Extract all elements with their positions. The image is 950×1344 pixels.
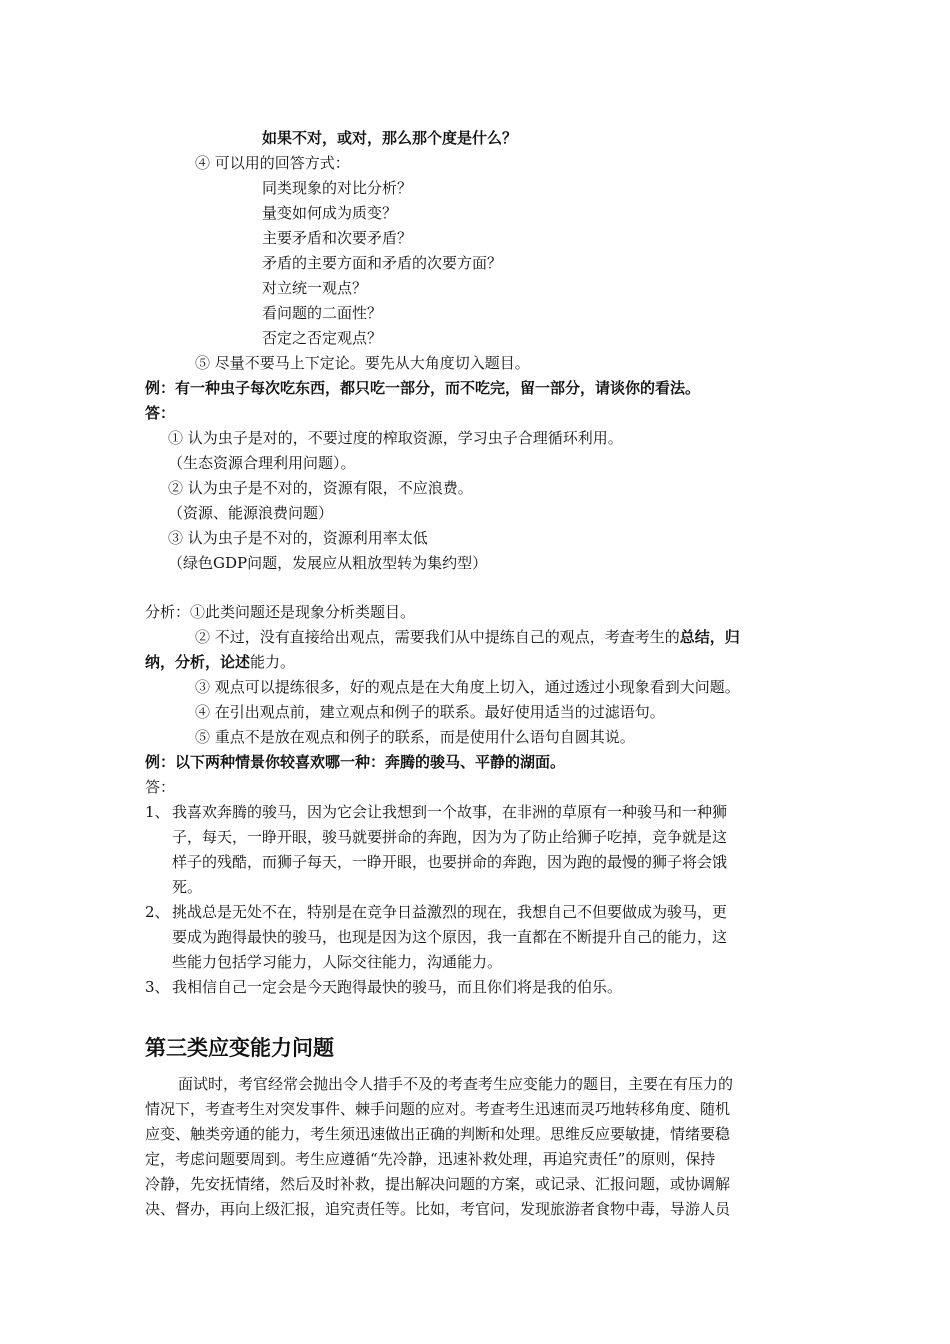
example-2-question: 例：以下两种情景你较喜欢哪一种：奔腾的骏马、平静的湖面。 (145, 753, 566, 771)
item-4-label: ④ 可以用的回答方式： (195, 154, 350, 172)
item-4-subitem: 否定之否定观点？ (262, 329, 383, 347)
item-4-subitem: 看问题的二面性？ (262, 304, 383, 322)
analysis-line-2-bold: 总结，归 (679, 628, 740, 646)
example-1-answer-line: ① 认为虫子是对的，不要过度的榨取资源，学习虫子合理循环利用。 (168, 429, 623, 447)
section-3-paragraph-line: 面试时，考官经常会抛出令人措手不及的考查考生应变能力的题目，主要在有压力的 (178, 1075, 734, 1093)
example-1-answer-line: ③ 认为虫子是不对的，资源利用率太低 (168, 529, 428, 547)
example-2-item-line: 些能力包括学习能力，人际交往能力，沟通能力。 (172, 953, 503, 971)
example-2-item-line: 挑战总是无处不在，特别是在竞争日益激烈的现在，我想自己不但要做成为骏马，更 (172, 903, 728, 921)
analysis-line-3 (145, 650, 295, 674)
example-2-item-line: 样子的残酷，而狮子每天，一睁开眼，也要拼命的奔跑，因为跑的最慢的狮子将会饿 (172, 853, 728, 871)
analysis-line-4: ③ 观点可以提练很多，好的观点是在大角度上切入，通过透过小现象看到大问题。 (195, 678, 740, 696)
section-3-heading: 第三类应变能力问题 (145, 1035, 334, 1060)
example-1-answer-line: （绿色GDP问题，发展应从粗放型转为集约型） (168, 554, 488, 572)
example-1-question: 例：有一种虫子每次吃东西，都只吃一部分，而不吃完，留一部分，请谈你的看法。 (145, 379, 701, 397)
section-3-paragraph-line: 定，考虑问题要周到。考生应遵循“先冷静，迅速补救处理，再追究责任”的原则，保持 (145, 1150, 716, 1168)
analysis-line-5: ④ 在引出观点前，建立观点和例子的联系。最好使用适当的过滤语句。 (195, 703, 665, 721)
example-2-item-line: 我相信自己一定会是今天跑得最快的骏马，而且你们将是我的伯乐。 (172, 978, 623, 996)
example-1-answer-line: ② 认为虫子是不对的，资源有限，不应浪费。 (168, 479, 473, 497)
analysis-line-1: 分析：①此类问题还是现象分析类题目。 (145, 603, 416, 621)
example-1-answer-line: （资源、能源浪费问题） (168, 504, 334, 522)
item-4-subitem: 主要矛盾和次要矛盾？ (262, 229, 413, 247)
analysis-line-2-text: ② 不过，没有直接给出观点，需要我们从中提练自己的观点，考查考生的 (195, 628, 680, 646)
analysis-line-3-bold: 纳，分析，论述 (145, 653, 251, 671)
example-1-answer-label: 答： (145, 404, 176, 422)
example-2-item-number: 1、 (145, 803, 170, 821)
section-3-paragraph-line: 决、督办，再向上级汇报，追究责任等。比如，考官问，发现旅游者食物中毒，导游人员 (145, 1200, 731, 1218)
analysis-line-3-text: 能力。 (250, 653, 296, 671)
item-4-subitem: 同类现象的对比分析？ (262, 179, 413, 197)
item-4-subitem: 量变如何成为质变？ (262, 204, 398, 222)
analysis-line-2 (195, 625, 740, 649)
section-3-paragraph-line: 情况下，考查考生对突发事件、棘手问题的应对。考查考生迅速而灵巧地转移角度、随机 (145, 1100, 731, 1118)
example-2-answer-label: 答： (145, 778, 176, 796)
example-2-item-line: 要成为跑得最快的骏马，也现是因为这个原因，我一直都在不断提升自己的能力，这 (172, 928, 728, 946)
section-3-paragraph-line: 应变、触类旁通的能力，考生须迅速做出正确的判断和处理。思维反应要敏捷，情绪要稳 (145, 1125, 731, 1143)
item-4-subitem: 矛盾的主要方面和矛盾的次要方面？ (262, 254, 503, 272)
section-3-paragraph-line: 冷静，先安抚情绪，然后及时补救，提出解决问题的方案，或记录、汇报问题，或协调解 (145, 1175, 731, 1193)
item-4-subitem: 对立统一观点？ (262, 279, 368, 297)
analysis-line-6: ⑤ 重点不是放在观点和例子的联系，而是使用什么语句自圆其说。 (195, 728, 635, 746)
example-2-item-number: 2、 (145, 903, 170, 921)
example-1-answer-line: （生态资源合理利用问题）。 (168, 454, 356, 472)
example-2-item-line: 子，每天，一睁开眼，骏马就要拼命的奔跑，因为为了防止给狮子吃掉，竞争就是这 (172, 828, 728, 846)
measure-question-line: 如果不对，或对，那么那个度是什么？ (262, 129, 518, 147)
example-2-item-number: 3、 (145, 978, 170, 996)
example-2-item-line: 死。 (172, 878, 203, 896)
example-2-item-line: 我喜欢奔腾的骏马，因为它会让我想到一个故事，在非洲的草原有一种骏马和一种狮 (172, 803, 728, 821)
item-5-line: ⑤ 尽量不要马上下定论。要先从大角度切入题目。 (195, 354, 530, 372)
